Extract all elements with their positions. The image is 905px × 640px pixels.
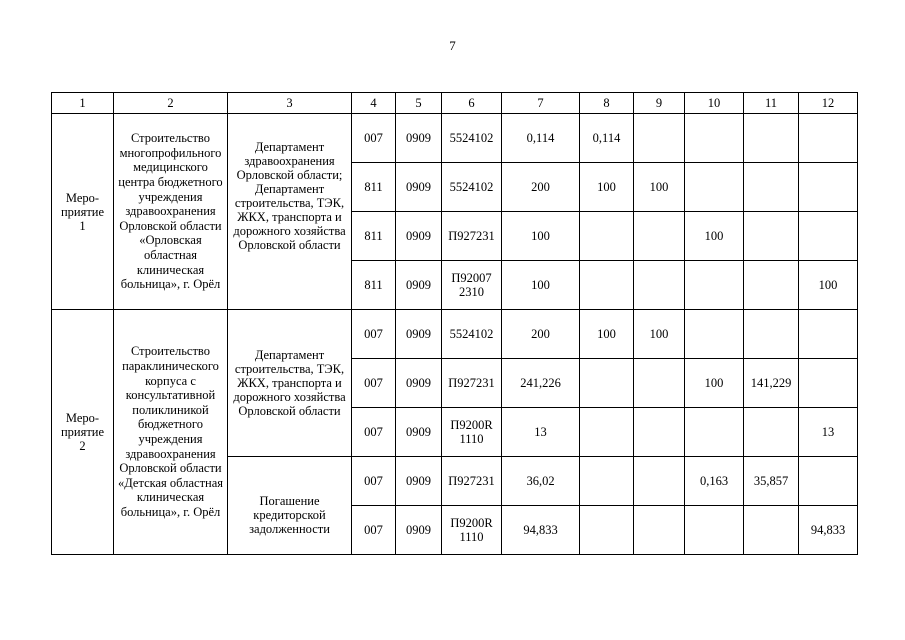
column-header: 6: [442, 93, 502, 114]
target-code: П92007 2310: [442, 261, 502, 310]
measure-description: Строительство параклинического корпуса с консультативной поликлиникой бюджетного учреждения здравоохранения Орловской области «Детская областная клиническая больница», г. Орёл: [114, 310, 228, 555]
section-code: 0909: [396, 506, 442, 555]
column-header: 9: [634, 93, 685, 114]
grbs-code: 007: [352, 114, 396, 163]
year-value: [744, 261, 799, 310]
year-value: [744, 310, 799, 359]
responsible-department: Департамент строительства, ТЭК, ЖКХ, транспорта и дорожного хозяйства Орловской области: [228, 310, 352, 457]
year-value: [634, 408, 685, 457]
year-value: 100: [580, 163, 634, 212]
responsible-department: Департамент здравоохранения Орловской области; Департамент строительства, ТЭК, ЖКХ, транспорта и дорожного хозяйства Орловской области: [228, 114, 352, 310]
column-header: 8: [580, 93, 634, 114]
year-value: [634, 506, 685, 555]
measure-label-line: приятие: [60, 204, 105, 219]
year-value: [799, 114, 858, 163]
total-value: 100: [502, 261, 580, 310]
total-value: 0,114: [502, 114, 580, 163]
year-value: [685, 163, 744, 212]
year-value: 100: [685, 212, 744, 261]
total-value: 13: [502, 408, 580, 457]
section-code: 0909: [396, 408, 442, 457]
measure-label: [52, 310, 114, 555]
section-code: 0909: [396, 163, 442, 212]
measure-description: Строительство многопрофильного медицинского центра бюджетного учреждения здравоохранения Орловской области «Орловская областная клиническая больница», г. Орёл: [114, 114, 228, 310]
grbs-code: 007: [352, 408, 396, 457]
section-code: 0909: [396, 212, 442, 261]
budget-table: [51, 92, 858, 555]
year-value: [744, 212, 799, 261]
column-header: 3: [228, 93, 352, 114]
section-code: 0909: [396, 457, 442, 506]
column-header: 12: [799, 93, 858, 114]
year-value: [580, 359, 634, 408]
column-header: 5: [396, 93, 442, 114]
year-value: [799, 310, 858, 359]
target-code: П9200R 1110: [442, 506, 502, 555]
year-value: [634, 114, 685, 163]
total-value: 36,02: [502, 457, 580, 506]
year-value: [634, 261, 685, 310]
year-value: [634, 212, 685, 261]
measure-label-line: 1: [79, 218, 86, 233]
year-value: [685, 114, 744, 163]
column-header: 2: [114, 93, 228, 114]
column-header: 10: [685, 93, 744, 114]
year-value: [799, 163, 858, 212]
measure-label: [52, 114, 114, 310]
grbs-code: 811: [352, 212, 396, 261]
year-value: 100: [799, 261, 858, 310]
column-header: 1: [52, 93, 114, 114]
year-value: 94,833: [799, 506, 858, 555]
year-value: 0,114: [580, 114, 634, 163]
target-code: П927231: [442, 457, 502, 506]
header-row: [52, 93, 858, 114]
column-header: 7: [502, 93, 580, 114]
target-code: 5524102: [442, 114, 502, 163]
section-code: 0909: [396, 310, 442, 359]
target-code: П927231: [442, 359, 502, 408]
total-value: 200: [502, 163, 580, 212]
year-value: 13: [799, 408, 858, 457]
grbs-code: 007: [352, 310, 396, 359]
year-value: [744, 408, 799, 457]
grbs-code: 007: [352, 359, 396, 408]
measure-label-line: 2: [79, 439, 86, 453]
year-value: [685, 408, 744, 457]
year-value: [580, 506, 634, 555]
section-code: 0909: [396, 114, 442, 163]
grbs-code: 007: [352, 506, 396, 555]
total-value: 100: [502, 212, 580, 261]
year-value: [685, 261, 744, 310]
table-body: [52, 93, 858, 555]
table-row: [52, 114, 858, 163]
grbs-code: 811: [352, 163, 396, 212]
year-value: 35,857: [744, 457, 799, 506]
target-code: П927231: [442, 212, 502, 261]
year-value: [634, 457, 685, 506]
grbs-code: 007: [352, 457, 396, 506]
measure-label-line: Меро-: [65, 411, 100, 425]
year-value: [799, 212, 858, 261]
grbs-code: 811: [352, 261, 396, 310]
measure-label-line: приятие: [60, 425, 105, 439]
responsible-department: Погашение кредиторской задолженности: [228, 457, 352, 555]
page-number: 7: [449, 38, 456, 53]
column-header: 11: [744, 93, 799, 114]
total-value: 94,833: [502, 506, 580, 555]
year-value: [744, 114, 799, 163]
year-value: 0,163: [685, 457, 744, 506]
column-header: 4: [352, 93, 396, 114]
target-code: 5524102: [442, 163, 502, 212]
target-code: 5524102: [442, 310, 502, 359]
year-value: [744, 163, 799, 212]
year-value: [580, 261, 634, 310]
year-value: [685, 506, 744, 555]
year-value: [580, 408, 634, 457]
year-value: 100: [580, 310, 634, 359]
year-value: [799, 359, 858, 408]
section-code: 0909: [396, 359, 442, 408]
year-value: [744, 506, 799, 555]
year-value: 100: [634, 163, 685, 212]
year-value: [799, 457, 858, 506]
year-value: [580, 212, 634, 261]
year-value: 100: [634, 310, 685, 359]
year-value: [634, 359, 685, 408]
section-code: 0909: [396, 261, 442, 310]
measure-label-line: Меро-: [65, 190, 100, 205]
total-value: 241,226: [502, 359, 580, 408]
total-value: 200: [502, 310, 580, 359]
year-value: [685, 310, 744, 359]
year-value: 141,229: [744, 359, 799, 408]
year-value: [580, 457, 634, 506]
table-row: [52, 310, 858, 359]
year-value: 100: [685, 359, 744, 408]
target-code: П9200R 1110: [442, 408, 502, 457]
